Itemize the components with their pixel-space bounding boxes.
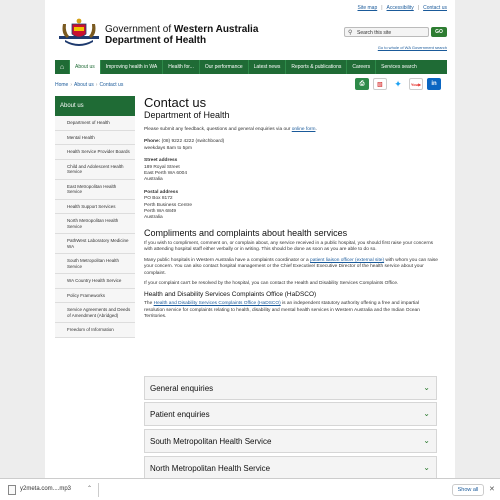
pdf-icon[interactable]: ▧: [373, 78, 387, 90]
breadcrumb-about-us[interactable]: About us: [74, 82, 94, 88]
intro-paragraph: Please submit any feedback, questions and general enquiries via our online form.: [144, 127, 317, 132]
contact-link[interactable]: Contact us: [423, 5, 447, 11]
linkedin-icon[interactable]: in: [427, 78, 441, 90]
nav-item-careers[interactable]: Careers: [346, 60, 375, 74]
youtube-icon[interactable]: You▶: [409, 78, 423, 90]
sidebar-menu: [55, 96, 135, 338]
sidebar-item-hsp-boards[interactable]: Health Service Provider Boards: [55, 145, 135, 160]
accordion-label: South Metropolitan Health Service: [150, 437, 272, 446]
chevron-down-icon: ⌄: [423, 409, 430, 418]
complaints-paragraph-3: If your complaint can't be resolved by the hospital, you can contact the Health and Disability Services Complaints Office.: [144, 280, 399, 286]
nav-item-about-us[interactable]: About us: [69, 60, 100, 74]
close-icon[interactable]: ✕: [489, 486, 495, 493]
accordion-north-metro[interactable]: [144, 456, 437, 478]
sidebar-heading[interactable]: About us: [55, 96, 135, 116]
file-icon: [8, 485, 16, 495]
sidebar-item-wa-country[interactable]: WA Country Health Service: [55, 274, 135, 289]
twitter-icon[interactable]: ✦: [391, 78, 405, 90]
nav-item-improving-health[interactable]: Improving health in WA: [100, 60, 163, 74]
sidebar-item-east-metro[interactable]: East Metropolitan Health Service: [55, 180, 135, 200]
page-subtitle: Department of Health: [144, 110, 230, 120]
accordion-general-enquiries[interactable]: [144, 376, 437, 400]
sidebar-item-service-agreements[interactable]: Service Agreements and Deeds of Amendment (Abridged): [55, 303, 135, 323]
accordion-patient-enquiries[interactable]: [144, 402, 437, 426]
gov-title-prefix: Government of: [105, 24, 174, 35]
print-icon[interactable]: ⎙: [355, 78, 369, 90]
chevron-down-icon: ⌄: [423, 463, 430, 472]
accordion-label: North Metropolitan Health Service: [150, 464, 271, 473]
complaints-paragraph-2: Many public hospitals in Western Australia have a complaints coordinator or a patient liaison officer (external site) with whom you can raise your concern. You can also contact hospital management or the Chief Executive/ Executive Director of the health service about your complaint.: [144, 257, 438, 276]
web-page: [45, 0, 455, 478]
breadcrumb-contact-us: Contact us: [99, 82, 124, 88]
breadcrumb-home[interactable]: Home: [55, 82, 69, 88]
chevron-down-icon: ⌄: [423, 436, 430, 445]
sidebar-item-department-of-health[interactable]: Department of Health: [55, 116, 135, 131]
sitemap-link[interactable]: Site map: [357, 5, 378, 11]
sidebar-item-north-metro[interactable]: North Metropolitan Health Service: [55, 214, 135, 234]
search-icon: ⚲: [348, 30, 353, 36]
wa-government-crest-logo[interactable]: [57, 18, 101, 50]
site-title[interactable]: [105, 24, 258, 46]
sidebar-item-south-metro[interactable]: South Metropolitan Health Service: [55, 254, 135, 274]
complaints-heading: Compliments and complaints about health services: [144, 227, 348, 238]
download-filename[interactable]: y2meta.com....mp3: [20, 486, 72, 492]
accordion-label: General enquiries: [150, 384, 214, 393]
search-go-button[interactable]: GO: [431, 27, 447, 37]
show-all-button[interactable]: Show all: [452, 484, 484, 496]
nav-item-latest-news[interactable]: Latest news: [248, 60, 286, 74]
chevron-up-icon[interactable]: ⌃: [87, 486, 93, 492]
sidebar-item-health-support[interactable]: Health Support Services: [55, 200, 135, 215]
postal-address-block: Postal address PO Box 8172 Perth Business Centre Perth WA 6849 Australia: [144, 189, 192, 221]
accordion-label: Patient enquiries: [150, 410, 210, 419]
gov-title-bold: Western Australia: [173, 24, 259, 35]
social-icons: [355, 78, 441, 90]
nav-item-services-search[interactable]: Services search: [375, 60, 422, 74]
home-icon[interactable]: ⌂: [59, 63, 65, 71]
utility-links: Site map | Accessibility | Contact us: [357, 5, 447, 11]
page-title: Contact us: [144, 95, 207, 110]
nav-item-our-performance[interactable]: Our performance: [199, 60, 248, 74]
patient-liaison-link[interactable]: patient liaison officer (external site): [310, 257, 385, 263]
complaints-paragraph-1: If you wish to compliment, comment on, or complain about, any service received in a public hospital, you should first raise your concerns with attending hospital staff either verbally or in writing. This should be done as soon as you are able to do so.: [144, 240, 434, 253]
sidebar-item-mental-health[interactable]: Mental Health: [55, 131, 135, 146]
breadcrumb: Home › About us › Contact us: [55, 82, 124, 88]
main-content: [144, 96, 439, 321]
chevron-down-icon: ⌄: [423, 383, 430, 392]
accessibility-link[interactable]: Accessibility: [386, 5, 414, 11]
search-placeholder: Search this site: [357, 30, 392, 36]
hadsco-paragraph: The Health and Disability Services Complaints Office (HaDSCO) is an independent statutory authority offering a free and impartial resolution service for complaints relating to health, disability and mental health services in Western Australia and the Indian Ocean Territories.: [144, 301, 420, 320]
street-address-block: Street address 189 Royal Street East Perth WA 6004 Australia: [144, 158, 188, 183]
hadsco-heading: Health and Disability Services Complaints Office (HaDSCO): [144, 291, 317, 299]
sidebar-item-foi[interactable]: Freedom of Information: [55, 323, 135, 338]
search-input[interactable]: [344, 27, 429, 37]
hadsco-link[interactable]: Health and Disability Services Complaints Office (HaDSCO): [153, 301, 281, 307]
sidebar-item-pathwest[interactable]: PathWest Laboratory Medicine WA: [55, 234, 135, 254]
nav-item-reports[interactable]: Reports & publications: [285, 60, 346, 74]
sidebar-item-child-adolescent[interactable]: Child and Adolescent Health Service: [55, 160, 135, 180]
download-bar: [0, 478, 500, 500]
main-navigation: [55, 60, 447, 74]
online-form-link[interactable]: online form: [291, 127, 316, 132]
phone-block: Phone: (08) 9222 4222 (switchboard) weekdays 8am to 5pm: [144, 139, 225, 151]
sidebar-item-policy-frameworks[interactable]: Policy Frameworks: [55, 289, 135, 304]
accordion-south-metro[interactable]: [144, 429, 437, 453]
nav-item-health-for[interactable]: Health for...: [162, 60, 199, 74]
wa-government-search-link[interactable]: Go to whole of WA Government search: [377, 45, 447, 50]
department-title: Department of Health: [105, 35, 207, 46]
